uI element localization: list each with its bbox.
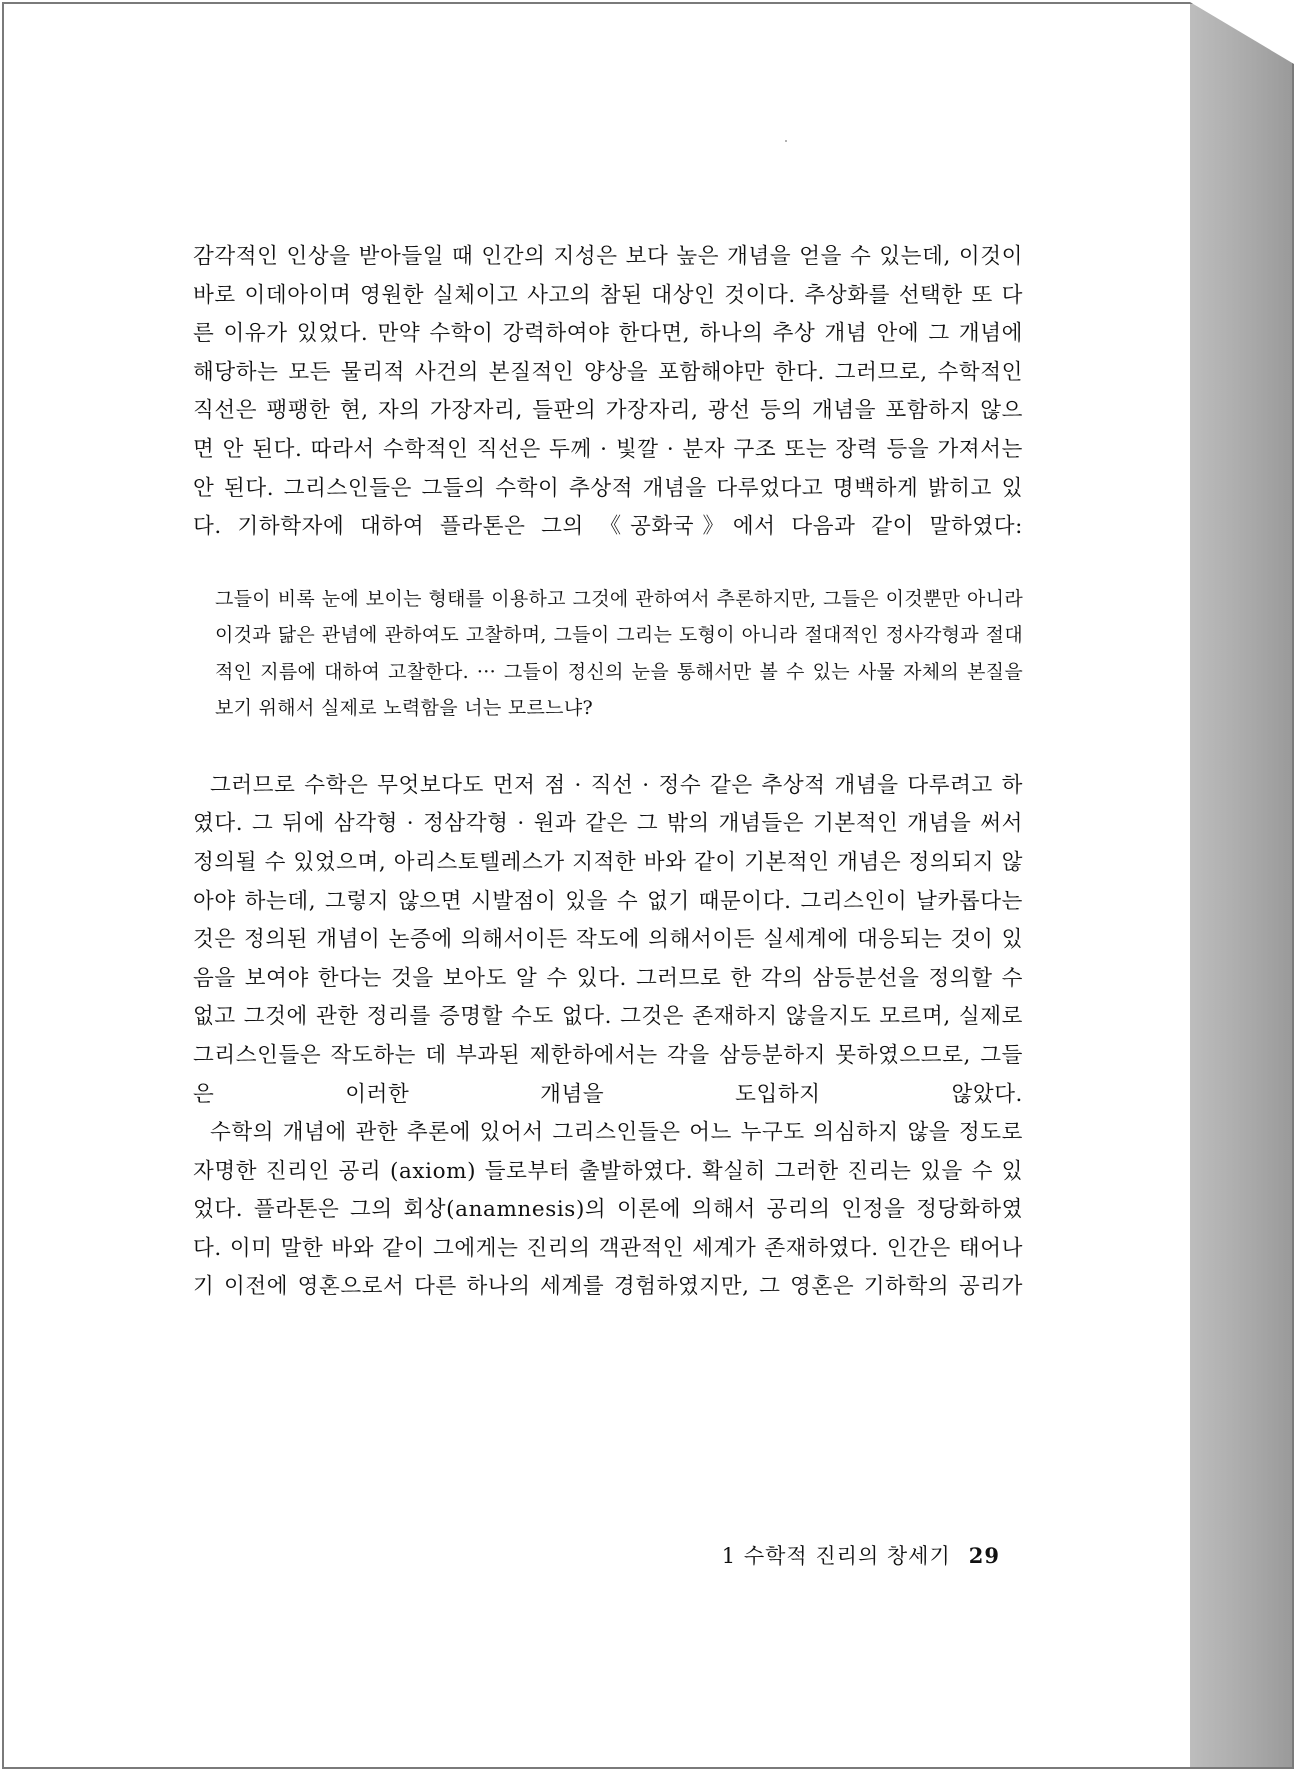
running-head: 1 수학적 진리의 창세기: [721, 1544, 951, 1568]
paragraph-2: 그러므로 수학은 무엇보다도 먼저 점 · 직선 · 정수 같은 추상적 개념을 다루려고 하였다. 그 뒤에 삼각형 · 정삼각형 · 원과 같은 그 밖의 개념들은 기본적인 개념을 써서 정의될 수 있었으며, 아리스토텔레스가 지적한 바와 같이 기본적인 개념은 정의되지 않아야 하는데, 그렇지 않으면 시발점이 있을 수 없기 때문이다. 그리스인이 날카롭다는 것은 정의된 개념이 논증에 의해서이든 작도에 의해서이든 실세계에 대응되는 것이 있음을 보여야 한다는 것을 보아도 알 수 있다. 그러므로 한 각의 삼등분선을 정의할 수 없고 그것에 관한 정리를 증명할 수도 없다. 그것은 존재하지 않을지도 모르며, 실제로 그리스인들은 작도하는 데 부과된 제한하에서는 각을 삼등분하지 못하였으므로, 그들은 이러한 개념을 도입하지 않았다.: [193, 772, 1023, 1107]
body-text: [193, 238, 1023, 1307]
paragraph-1: 감각적인 인상을 받아들일 때 인간의 지성은 보다 높은 개념을 얻을 수 있는데, 이것이 바로 이데아이며 영원한 실체이고 사고의 참된 대상인 것이다. 추상화를 선택한 또 다른 이유가 있었다. 만약 수학이 강력하여야 한다면, 하나의 추상 개념 안에 그 개념에 해당하는 모든 물리적 사건의 본질적인 양상을 포함해야만 한다. 그러므로, 수학적인 직선은 팽팽한 현, 자의 가장자리, 들판의 가장자리, 광선 등의 개념을 포함하지 않으면 안 된다. 따라서 수학적인 직선은 두께 · 빛깔 · 분자 구조 또는 장력 등을 가져서는 안 된다. 그리스인들은 그들의 수학이 추상적 개념을 다루었다고 명백하게 밝히고 있다. 기하학자에 대하여 플라톤은 그의 《공화국》에서 다음과 같이 말하였다:: [193, 244, 1023, 540]
page-footer: [700, 1540, 1000, 1570]
page-edge-shadow: [1190, 2, 1294, 1769]
scan-speck: [785, 140, 787, 142]
block-quote: [215, 581, 1023, 727]
page-number: 29: [968, 1543, 1000, 1568]
paragraph-3: 수학의 개념에 관한 추론에 있어서 그리스인들은 어느 누구도 의심하지 않을 정도로 자명한 진리인 공리 (axiom) 들로부터 출발하였다. 확실히 그러한 진리는 있을 수 있었다. 플라톤은 그의 회상(anamnesis)의 이론에 의해서 공리의 인정을 정당화하였다. 이미 말한 바와 같이 그에게는 진리의 객관적인 세계가 존재하였다. 인간은 태어나기 이전에 영혼으로서 다른 하나의 세계를 경험하였지만, 그 영혼은 기하학의 공리가: [193, 1120, 1023, 1300]
quote-text: 그들이 비록 눈에 보이는 형태를 이용하고 그것에 관하여서 추론하지만, 그들은 이것뿐만 아니라 이것과 닮은 관념에 관하여도 고찰하며, 그들이 그리는 도형이 아니라 절대적인 정사각형과 절대적인 지름에 대하여 고찰한다. ··· 그들이 정신의 눈을 통해서만 볼 수 있는 사물 자체의 본질을 보기 위해서 실제로 노력함을 너는 모르느냐?: [215, 587, 1023, 720]
